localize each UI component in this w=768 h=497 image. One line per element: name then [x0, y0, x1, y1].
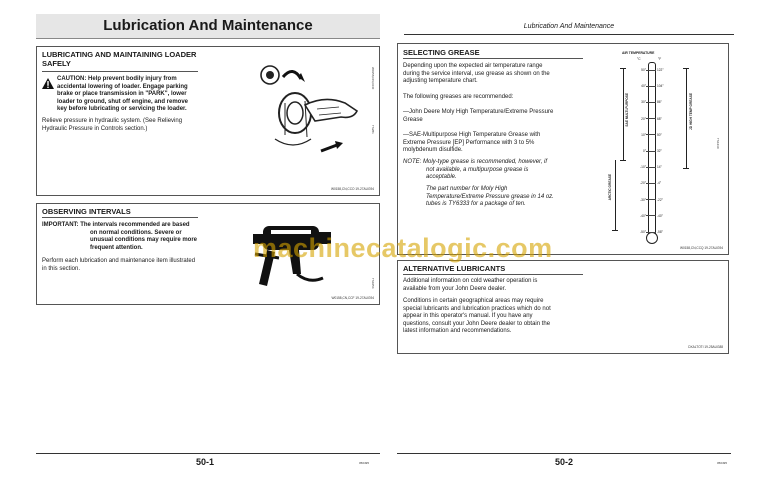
thermometer-tick	[646, 134, 656, 135]
perform-line: in this section.	[42, 265, 81, 272]
sae-grease-label: SAE MULTI-PURPOSE	[625, 93, 629, 127]
fahrenheit-tick-label: 86°	[657, 100, 662, 105]
figure-side-code: TS281	[371, 125, 375, 134]
figure-side-code: TS1054	[371, 278, 375, 289]
part-number-text	[426, 186, 554, 209]
arctic-grease-label: ARCTIC GREASE	[608, 174, 612, 201]
important-line: frequent attention.	[90, 244, 143, 251]
footer-rule	[397, 453, 731, 454]
thermometer-tick	[646, 118, 656, 119]
warning-triangle-icon	[42, 78, 54, 89]
text-line: during the service interval, use grease as shown on the	[403, 70, 550, 77]
important-line: on normal conditions. Severe or	[90, 229, 182, 236]
thermometer-tick	[646, 151, 656, 152]
jd-range-bar	[686, 68, 687, 168]
alt-para1	[403, 278, 537, 293]
text-line: Conditions in certain geographical areas may require	[403, 298, 544, 304]
note-line: not available, a multipurpose grease is	[426, 166, 529, 173]
fahrenheit-tick-label: 122°	[657, 68, 664, 72]
fahrenheit-tick-label: -22°	[657, 197, 663, 202]
thermometer-tick	[646, 215, 656, 216]
text-line: latest information and recommendations.	[403, 328, 512, 335]
grease-option-jd	[403, 109, 553, 124]
selecting-grease-section	[397, 43, 729, 255]
celsius-unit: °C	[637, 57, 641, 61]
alternative-lubricants-section	[397, 260, 729, 354]
note-line: NOTE: Moly-type grease is recommended, however, if	[403, 159, 548, 165]
celsius-tick-label: 0°	[642, 149, 646, 153]
fahrenheit-tick-label: 14°	[657, 165, 662, 170]
thermometer-tick	[646, 183, 656, 184]
figure-side-code: W0158,CN,CCO	[371, 67, 375, 90]
caution-line: loader to ground, shut off engine, and remove	[57, 98, 189, 105]
lubricating-safely-section	[36, 46, 380, 196]
thermometer-tick	[646, 102, 656, 103]
caution-line: accidental lowering of loader. Engage parking	[57, 83, 188, 90]
celsius-tick-label: -20°	[640, 181, 646, 186]
jd-grease-label: JD HIGH TEMP GREASE	[689, 93, 693, 130]
arctic-range-bar	[615, 160, 616, 230]
text-line: tubes is TY6333 for a package of ten.	[426, 201, 526, 208]
celsius-tick-label: -50°	[640, 230, 646, 234]
text-line: —SAE-Multipurpose High Temperature Grease with	[403, 132, 541, 138]
text-line: available from your John Deere dealer.	[403, 285, 507, 292]
text-line: Extreme Pressure [EP] Performance with 3 to 5%	[403, 139, 535, 146]
celsius-tick-label: -30°	[640, 197, 646, 202]
text-line: Temperature/Extreme Pressure grease in 14 oz.	[426, 193, 554, 200]
celsius-tick-label: 30°	[641, 100, 646, 105]
caution-line: CAUTION: Help prevent bodily injury from	[57, 76, 177, 82]
key-removal-illustration	[245, 55, 363, 173]
footer-code: 050495	[717, 461, 728, 465]
sae-range-bar	[623, 68, 624, 160]
fahrenheit-tick-label: -40°	[657, 213, 663, 218]
text-line: —John Deere Moly High Temperature/Extreme Pressure	[403, 109, 554, 115]
reference-code: W0158,CN,CCF 19-27AUG94	[331, 296, 374, 300]
caution-text	[57, 76, 188, 114]
reference-code: W0158,CN,CCQ 19-27AUG94	[679, 246, 723, 250]
grease-intro	[403, 63, 550, 86]
fahrenheit-tick-label: 68°	[657, 116, 662, 121]
section-title: SELECTING GREASE	[403, 48, 480, 57]
celsius-tick-label: -10°	[640, 165, 646, 170]
fahrenheit-tick-label: -4°	[657, 181, 662, 186]
grease-recommended: The following greases are recommended:	[403, 94, 514, 100]
thermometer-tick	[646, 232, 656, 233]
thermometer-tick	[646, 70, 656, 71]
reference-code: DXALTOTI 19-25AUG88	[688, 345, 723, 349]
page-number: 50-2	[555, 457, 574, 467]
section-title-line2: SAFELY	[42, 59, 71, 68]
thermometer-tick	[646, 167, 656, 168]
fahrenheit-unit: °F	[658, 57, 662, 61]
reference-code: W0158,CN,CCO 19-27AUG94	[330, 187, 374, 191]
perform-line: Perform each lubrication and maintenance item illustrated	[42, 258, 196, 264]
important-line: IMPORTANT: The intervals recommended are based	[42, 222, 190, 228]
section-title: ALTERNATIVE LUBRICANTS	[403, 264, 506, 273]
watermark: machinecatalogic.com	[253, 233, 553, 263]
fahrenheit-tick-label: 50°	[657, 132, 662, 137]
important-line: unusual conditions may require more	[90, 237, 198, 244]
thermometer-tick	[646, 199, 656, 200]
chart-heading: AIR TEMPERATURE	[622, 51, 655, 55]
note-line: acceptable.	[426, 174, 457, 181]
text-line: Depending upon the expected air temperature range	[403, 63, 543, 69]
text-line: special lubricants and lubrication practices which do not	[403, 305, 551, 312]
relieve-line: Relieve pressure in hydraulic system. (See Relieving	[42, 118, 183, 124]
figure-side-code: TS1230	[716, 138, 720, 149]
page-number: 50-1	[196, 457, 215, 467]
page-title: Lubrication And Maintenance	[36, 14, 380, 39]
running-header: Lubrication And Maintenance	[404, 22, 734, 35]
text-line: questions, consult your John Deere dealer to obtain the	[403, 320, 551, 327]
celsius-tick-label: -40°	[640, 213, 646, 218]
caution-line: brake or place transmission in "PARK", lower	[57, 91, 187, 98]
text-line: adjusting temperature chart.	[403, 78, 478, 85]
section-title-line1: LUBRICATING AND MAINTAINING LOADER	[42, 50, 197, 59]
celsius-tick-label: 10°	[641, 132, 646, 137]
footer-code: 050495	[359, 461, 370, 465]
fahrenheit-tick-label: -58°	[657, 230, 663, 234]
text-line: Grease	[403, 116, 423, 123]
air-temperature-chart	[600, 48, 710, 244]
section-title: OBSERVING INTERVALS	[42, 207, 131, 216]
celsius-tick-label: 40°	[641, 84, 646, 89]
grease-option-sae	[403, 132, 540, 155]
text-line: appear in this operator's manual. If you have any	[403, 313, 533, 320]
text-line: Additional information on cold weather operation is	[403, 278, 538, 284]
alt-para2	[403, 298, 551, 336]
relieve-line: Hydraulic Pressure in Controls section.)	[42, 125, 148, 132]
celsius-tick-label: 20°	[641, 116, 646, 121]
relieve-pressure-text	[42, 118, 182, 133]
perform-text	[42, 258, 195, 273]
text-line: The part number for Moly High	[426, 186, 508, 192]
footer-rule	[36, 453, 380, 454]
fahrenheit-tick-label: 104°	[657, 84, 664, 89]
caution-line: key before lubricating or servicing the loader.	[57, 106, 187, 113]
text-line: molybdenum disulfide.	[403, 147, 463, 154]
celsius-tick-label: 50°	[641, 68, 646, 72]
thermometer-tick	[646, 86, 656, 87]
fahrenheit-tick-label: 32°	[657, 149, 662, 153]
